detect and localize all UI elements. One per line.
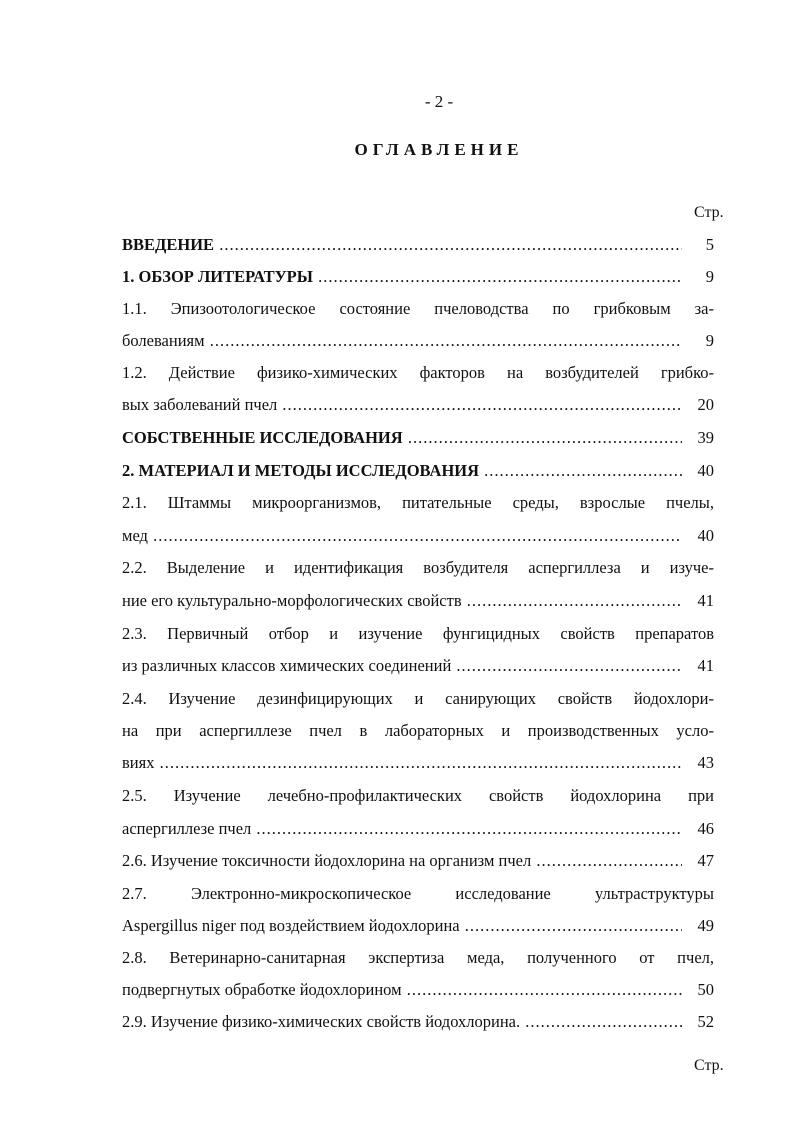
toc-entry-1-2-line1[interactable] [122, 358, 714, 388]
toc-entry-title: 2.4. Изучение дезинфицирующих и санирующих свойств йодохлори- [122, 689, 714, 708]
toc-entry-2-3-line2[interactable] [122, 651, 714, 681]
toc-entry-title: 2.1. Штаммы микроорганизмов, питательные среды, взрослые пчелы, [122, 493, 714, 512]
toc-entry-page: 46 [697, 819, 714, 838]
toc-entry-title: 2.7. Электронно-микроскопическое исследование ультраструктуры [122, 884, 714, 903]
toc-entry-page: 47 [697, 851, 714, 870]
toc-entry-2-2-line2[interactable] [122, 586, 714, 616]
toc-entry-2-3-line1[interactable] [122, 619, 714, 649]
toc-entry-title: 1.1. Эпизоотологическое состояние пчеловодства по грибковым за- [122, 299, 714, 318]
toc-entry-2-7-line1[interactable] [122, 879, 714, 909]
toc-entry-title: вых заболеваний пчел ..... [122, 390, 682, 420]
toc-entry-2-4-line2[interactable] [122, 716, 714, 746]
toc-entry-2-4-line1[interactable] [122, 684, 714, 714]
toc-entry-page: 40 [697, 461, 714, 480]
toc-entry-2-2-line1[interactable] [122, 553, 714, 583]
toc-entry-title: из различных классов химических соединений ..... [122, 651, 682, 681]
toc-entry-title: аспергиллезе пчел ..... [122, 814, 682, 844]
toc-entry-title: 2.2. Выделение и идентификация возбудителя аспергиллеза и изуче- [122, 558, 714, 577]
toc-entry-2-4-line3[interactable] [122, 748, 714, 778]
toc-entry-intro[interactable] [122, 230, 714, 260]
toc-entry-title: ВВЕДЕНИЕ ..... [122, 230, 682, 260]
page-number: - 2 - [424, 92, 454, 111]
toc-entry-2-1-line1[interactable] [122, 488, 714, 518]
toc-entry-title: 2.6. Изучение токсичности йодохлорина на организм пчел ..... [122, 846, 682, 876]
page-title: ОГЛАВЛЕНИЕ [354, 140, 524, 159]
toc-entry-title: 2.5. Изучение лечебно-профилактических свойств йодохлорина при [122, 786, 714, 805]
toc-entry-1-2-line2[interactable] [122, 390, 714, 420]
toc-entry-title: мед ..... [122, 521, 682, 551]
toc-entry-1-1-line1[interactable] [122, 294, 714, 324]
toc-entry-2-9[interactable] [122, 1007, 714, 1037]
toc-entry-page: 41 [697, 656, 714, 675]
toc-entry-title: СОБСТВЕННЫЕ ИССЛЕДОВАНИЯ ..... [122, 423, 682, 453]
toc-entry-page: 20 [697, 395, 714, 414]
toc-entry-2-8-line2[interactable] [122, 975, 714, 1005]
toc-entry-materials[interactable] [122, 456, 714, 486]
toc-entry-title: на при аспергиллезе пчел в лабораторных и производственных усло- [122, 721, 714, 740]
toc-entry-page: 5 [705, 235, 714, 254]
toc-entry-1-1-line2[interactable] [122, 326, 714, 356]
toc-entry-title: подвергнутых обработке йодохлорином ..... [122, 975, 682, 1005]
page-column-label: Стр. [694, 204, 724, 221]
toc-entry-page: 9 [705, 267, 714, 286]
toc-entry-title: ние его культурально-морфологических свойств ..... [122, 586, 682, 616]
toc-entry-page: 41 [697, 591, 714, 610]
toc-entry-title: 1.2. Действие физико-химических факторов на возбудителей грибко- [122, 363, 714, 382]
toc-entry-own-research[interactable] [122, 423, 714, 453]
toc-entry-page: 39 [697, 428, 714, 447]
toc-entry-page: 9 [705, 331, 714, 350]
toc-entry-2-5-line2[interactable] [122, 814, 714, 844]
toc-entry-2-6[interactable] [122, 846, 714, 876]
toc-entry-title: виях ..... [122, 748, 682, 778]
toc-entry-title: болеваниям ..... [122, 326, 682, 356]
toc-entry-page: 40 [697, 526, 714, 545]
page-column-label-bottom: Стр. [694, 1057, 724, 1074]
toc-entry-2-5-line1[interactable] [122, 781, 714, 811]
toc-entry-page: 49 [697, 916, 714, 935]
toc-entry-2-1-line2[interactable] [122, 521, 714, 551]
toc-entry-title: 2.3. Первичный отбор и изучение фунгицидных свойств препаратов [122, 624, 714, 643]
toc-entry-title: 1. ОБЗОР ЛИТЕРАТУРЫ ..... [122, 262, 682, 292]
toc-entry-page: 50 [697, 980, 714, 999]
toc-entry-title: 2.9. Изучение физико-химических свойств йодохлорина. ..... [122, 1007, 682, 1037]
toc-entry-title: Aspergillus niger под воздействием йодохлорина ..... [122, 911, 682, 941]
toc-entry-2-7-line2[interactable] [122, 911, 714, 941]
toc-entry-title: 2.8. Ветеринарно-санитарная экспертиза меда, полученного от пчел, [122, 948, 714, 967]
toc-entry-page: 43 [697, 753, 714, 772]
toc-entry-page: 52 [697, 1012, 714, 1031]
toc-entry-2-8-line1[interactable] [122, 943, 714, 973]
toc-entry-title: 2. МАТЕРИАЛ И МЕТОДЫ ИССЛЕДОВАНИЯ ..... [122, 456, 682, 486]
toc-entry-literature[interactable] [122, 262, 714, 292]
